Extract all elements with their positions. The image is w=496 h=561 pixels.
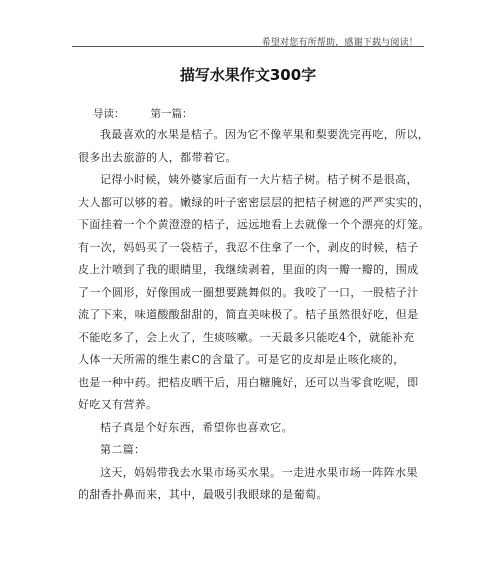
guide-label: 导读： — [93, 108, 125, 120]
text-line: 有一次，妈妈买了一袋桔子，我忍不住拿了一个，剥皮的时候，桔子 — [78, 240, 419, 254]
text-line: 这天，妈妈带我去水果市场买水果。一走进水果市场一阵阵水果 — [100, 465, 418, 479]
text-line: 大人都可以够的着。嫩绿的叶子密密层层的把桔子树遮的严严实实的， — [78, 195, 430, 209]
text-line: 第二篇： — [100, 443, 146, 456]
header-rule — [72, 46, 424, 47]
text-line: 了一个圆形，好像围成一圈想要跳舞似的。我咬了一口，一股桔子汁 — [78, 285, 419, 299]
text-line: 的甜香扑鼻而来，其中，最吸引我眼球的是葡萄。 — [78, 488, 328, 501]
text-line: 桔子真是个好东西，希望你也喜欢它。 — [100, 420, 293, 434]
section-heading-1: 第一篇： — [150, 108, 193, 120]
text-line: 下面挂着一个个黄澄澄的桔子，远远地看上去就像一个个漂亮的灯笼。 — [78, 218, 430, 231]
text-line: 也是一种中药。把桔皮晒干后，用白糖腌好，还可以当零食吃呢，即 — [78, 375, 419, 389]
text-line: 流了下来，味道酸酸甜甜的，简直美味极了。桔子虽然很好吃，但是 — [78, 308, 419, 321]
text-line: 人体一天所需的维生素C的含量了。可是它的皮却是止咳化痰的， — [78, 353, 405, 366]
document-title: 描写水果作文300字 — [179, 66, 317, 84]
header-note: 希望对您有所帮助，感谢下载与阅读！ — [261, 38, 418, 48]
text-line: 皮上汁喷到了我的眼睛里，我继续剥着，里面的肉一瓣一瓣的，围成 — [78, 263, 419, 276]
article-body — [78, 124, 430, 507]
guide-line — [93, 106, 193, 121]
text-line: 不能吃多了，会上火了，生痰咳嗽。一天最多只能吃4个，就能补充 — [78, 330, 415, 344]
text-line: 我最喜欢的水果是桔子。因为它不像苹果和梨要洗完再吃，所以， — [100, 128, 430, 141]
text-line: 记得小时候，姨外婆家后面有一大片桔子树。桔子树不是很高， — [100, 173, 418, 186]
text-line: 很多出去旅游的人，都带着它。 — [78, 150, 237, 164]
text-line: 好吃又有营养。 — [78, 398, 158, 411]
